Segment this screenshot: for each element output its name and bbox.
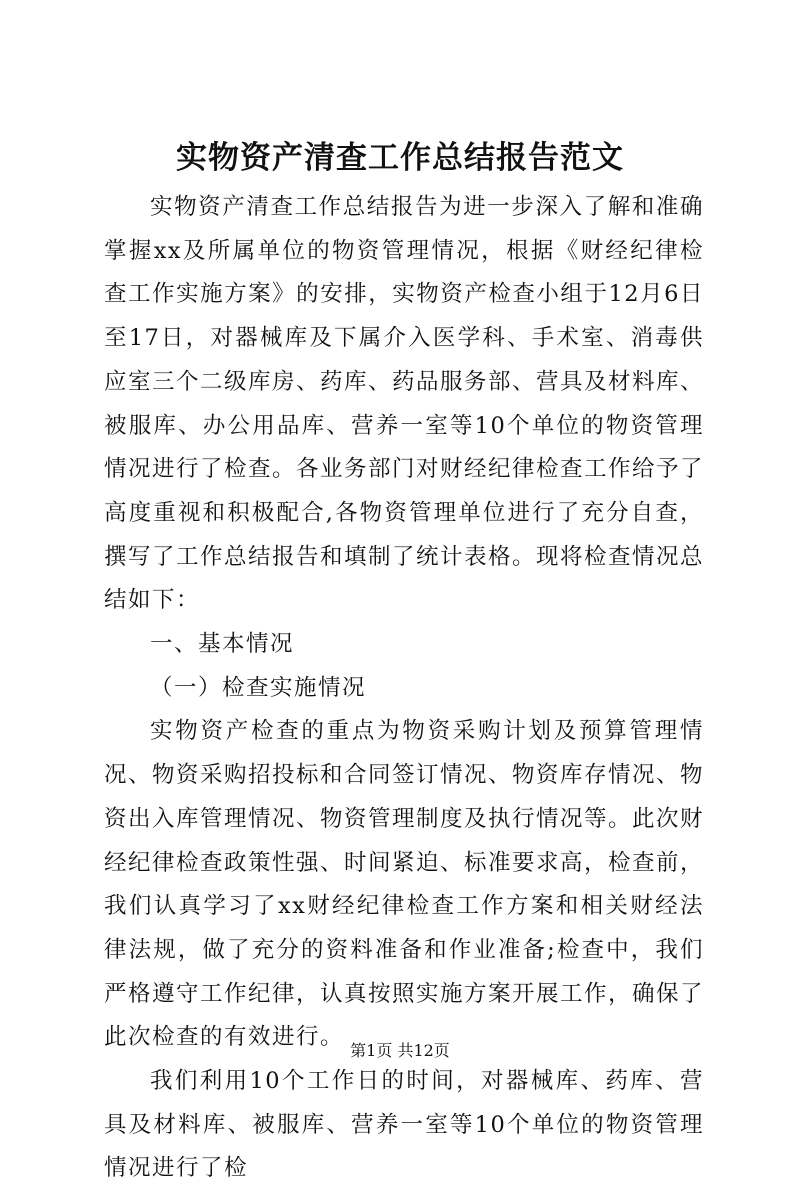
- paragraph-work-days: 我们利用10个工作日的时间，对器械库、药库、营具及材料库、被服库、营养一室等10个单位的物资管理情况进行了检: [104, 1068, 704, 1182]
- section-heading-basic: 一、基本情况: [150, 631, 295, 658]
- document-title: 实物资产清查工作总结报告范文: [176, 140, 624, 176]
- subsection-heading-implementation: （一）检查实施情况: [150, 674, 367, 701]
- paragraph-intro: 实物资产清查工作总结报告为进一步深入了解和准确掌握xx及所属单位的物资管理情况，根据《财经纪律检查工作实施方案》的安排，实物资产检查小组于12月6日至17日，对器械库及下属介入医学科、手术室、消毒供应室三个二级库房、药库、药品服务部、营具及材料库、被服库、办公用品库、营养一室等10个单位的物资管理情况进行了检查。各业务部门对财经纪律检查工作给予了高度重视和积极配合,各物资管理单位进行了充分自查，撰写了工作总结报告和填制了统计表格。现将检查情况总结如下：: [104, 194, 705, 614]
- paragraph-inspection-focus: 实物资产检查的重点为物资采购计划及预算管理情况、物资采购招投标和合同签订情况、物资库存情况、物资出入库管理情况、物资管理制度及执行情况等。此次财经纪律检查政策性强、时间紧迫、标准要求高，检查前，我们认真学习了xx财经纪律检查工作方案和相关财经法律法规，做了充分的资料准备和作业准备;检查中，我们严格遵守工作纪律，认真按照实施方案开展工作，确保了此次检查的有效进行。: [104, 718, 705, 1051]
- page-footer: 第1页 共12页: [350, 1041, 450, 1060]
